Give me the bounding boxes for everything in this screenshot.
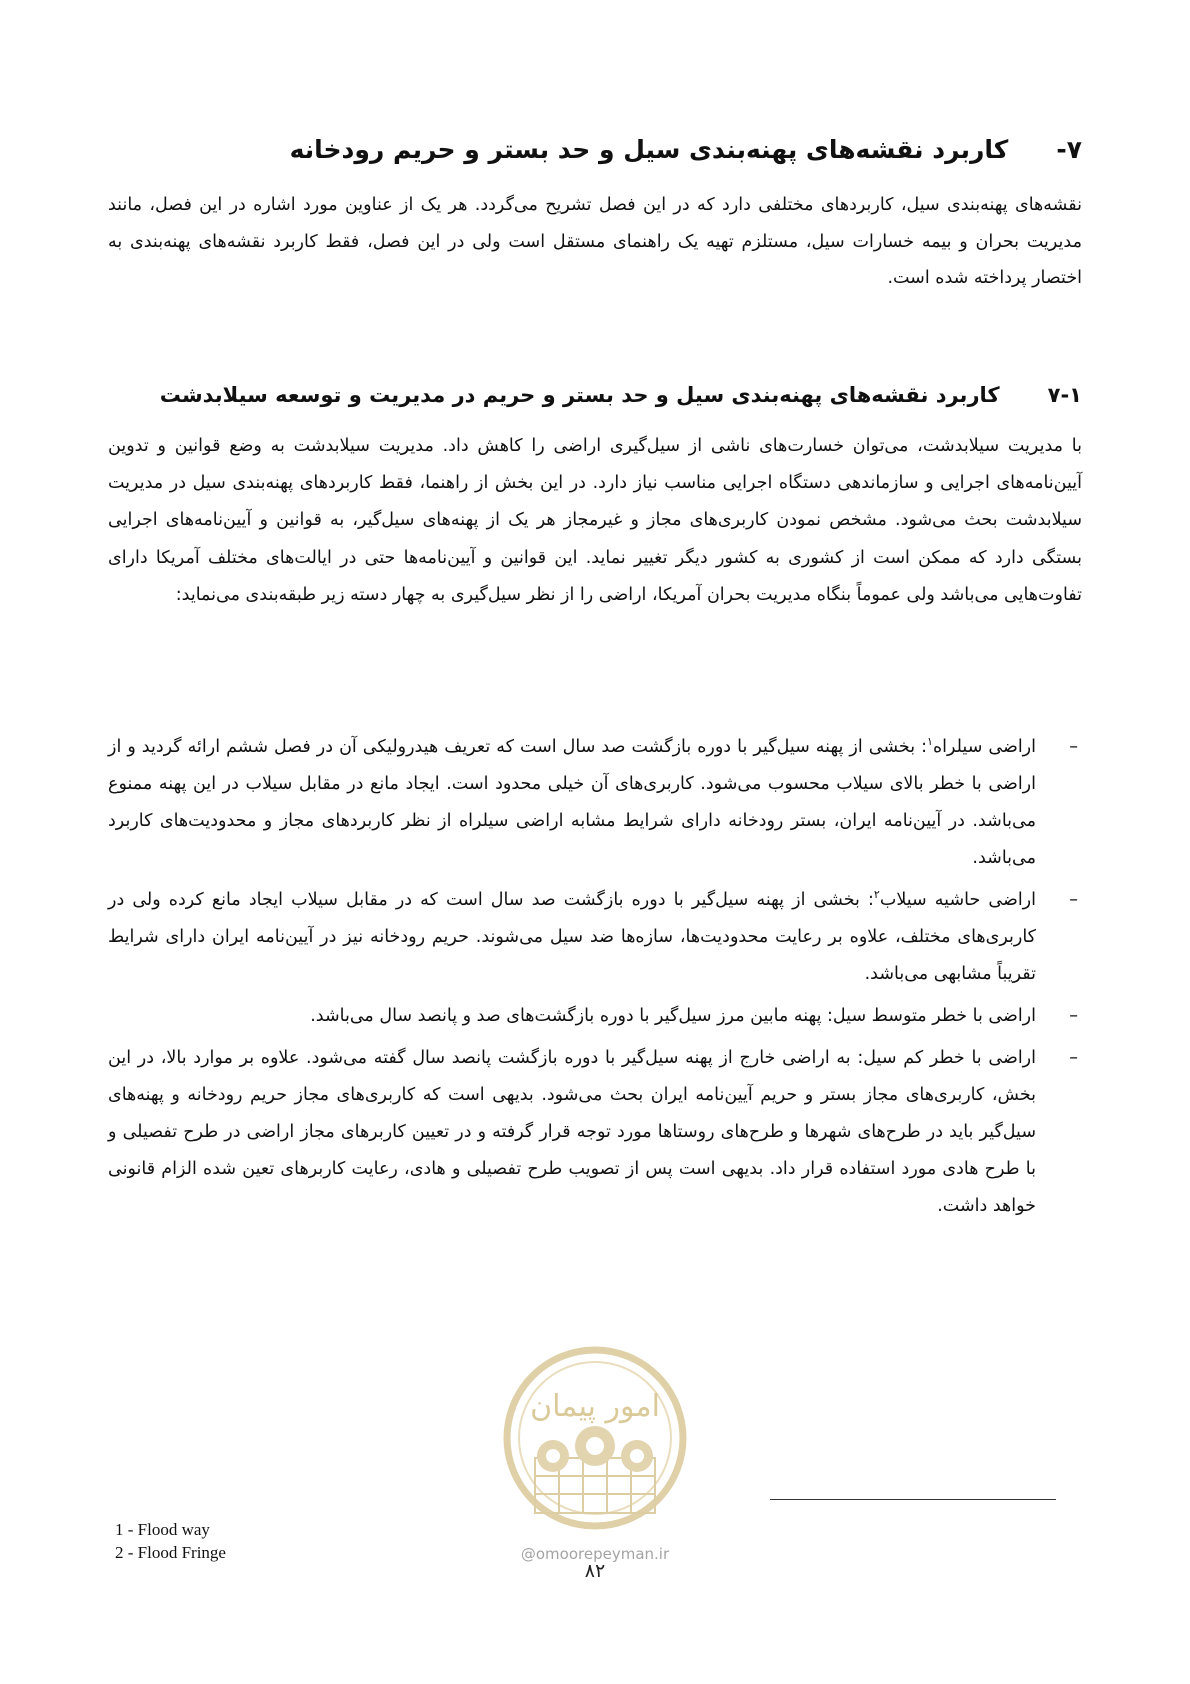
- list-item: [108, 729, 1082, 877]
- seal-icon: [495, 1338, 695, 1543]
- classification-list: [108, 729, 1082, 1230]
- footnote-ref: ۱: [927, 735, 933, 749]
- list-item: [108, 998, 1082, 1035]
- bullet-text: اراضی با خطر متوسط سیل: پهنه مابین مرز سیل‌گیر با دوره بازگشت‌های صد و پانصد سال می‌باشد.: [310, 1006, 1036, 1026]
- footnote-1: 1 - Flood way: [115, 1520, 210, 1539]
- footnote-divider: [770, 1499, 1056, 1500]
- subsection-title: کاربرد نقشه‌های پهنه‌بندی سیل و حد بستر و حریم در مدیریت و توسعه سیلابدشت: [159, 383, 1000, 407]
- watermark-url: @omoorepeyman.ir: [520, 1545, 670, 1563]
- watermark-logo-text: امور پیمان: [530, 1389, 660, 1424]
- bullet-lead: اراضی حاشیه سیلاب: [879, 890, 1036, 910]
- body-paragraph: با مدیریت سیلابدشت، می‌توان خسارت‌های ناشی از سیل‌گیری اراضی را کاهش داد. مدیریت سیلابدشت به وضع قوانین و تدوین آیین‌نامه‌های اجرایی و سازماندهی دستگاه اجرایی مناسب نیاز دارد. در این بخش از راهنما، فقط کاربردهای پهنه‌بندی سیل در مدیریت سیلابدشت بحث می‌شود. مشخص نمودن کاربری‌های مجاز و غیرمجاز هر یک از پهنه‌های سیل‌گیر، به قوانین و آیین‌نامه‌های اجرایی بستگی دارد که ممکن است از کشوری به کشور دیگر تغییر نماید. این قوانین و آیین‌نامه‌ها حتی در ایالت‌های مختلف آمریکا دارای تفاوت‌هایی می‌باشد ولی عموماً بنگاه مدیریت بحران آمریکا، اراضی را از نظر سیل‌گیری به چهار دسته زیر طبقه‌بندی می‌نماید:: [108, 436, 1082, 605]
- section-title: کاربرد نقشه‌های پهنه‌بندی سیل و حد بستر و حریم رودخانه: [289, 135, 1009, 164]
- intro-paragraph: نقشه‌های پهنه‌بندی سیل، کاربردهای مختلفی دارد که در این فصل تشریح می‌گردد. هر یک از عناوین مورد اشاره در این فصل، مانند مدیریت بحران و بیمه خسارات سیل، مستلزم تهیه یک راهنمای مستقل است ولی در این فصل، فقط کاربرد نقشه‌های پهنه‌بندی به اختصار پرداخته شده است.: [108, 195, 1082, 288]
- dash-marker: –: [1069, 737, 1078, 757]
- section-number: ۷-: [1056, 135, 1082, 164]
- list-item: [108, 1040, 1082, 1225]
- dash-marker: –: [1069, 1006, 1078, 1026]
- section-heading: [108, 132, 1082, 168]
- bullet-lead: اراضی سیلراه: [932, 737, 1036, 757]
- subsection-heading: [108, 378, 1082, 412]
- footnote-2: 2 - Flood Fringe: [115, 1543, 226, 1562]
- footnote-ref: ۲: [873, 888, 880, 902]
- footnotes: [115, 1518, 226, 1564]
- bullet-text: : بخشی از پهنه سیل‌گیر با دوره بازگشت صد سال است که در مقابل سیلاب ایجاد مانع کرده ولی در کاربری‌های مختلف، علاوه بر رعایت محدودیت‌ها، سازه‌ها ضد سیل می‌شوند. حریم رودخانه نیز در آیین‌نامه ایران دارای شرایط تقریباً مشابهی می‌باشد.: [108, 890, 1036, 984]
- page-number: ۸۲: [584, 1560, 606, 1582]
- list-item: [108, 882, 1082, 993]
- subsection-number: ۷-۱: [1047, 383, 1082, 407]
- bullet-text: : بخشی از پهنه سیل‌گیر با دوره بازگشت صد سال است که تعریف هیدرولیکی آن در فصل ششم ارائه گردید و از اراضی با خطر بالای سیلاب محسوب می‌شود. کاربری‌های آن خیلی محدود است. ایجاد مانع در مقابل سیلاب در این پهنه ممنوع می‌باشد. در آیین‌نامه ایران، بستر رودخانه دارای شرایط مشابه اراضی سیلراه از نظر کاربردهای مجاز و محدودیت‌های کاربرد می‌باشد.: [108, 737, 1036, 868]
- watermark-logo: [495, 1338, 695, 1568]
- bullet-text: اراضی با خطر کم سیل: به اراضی خارج از پهنه سیل‌گیر با دوره بازگشت پانصد سال گفته می‌شود. علاوه بر موارد بالا، در این بخش، کاربری‌های مجاز بستر و حریم آیین‌نامه ایران بحث می‌شود. بدیهی است که کاربری‌های مجاز حریم رودخانه و پهنه‌های سیل‌گیر باید در طرح‌های شهرها و طرح‌های روستاها مورد توجه قرار گرفته و در تعیین کاربرهای مجاز اراضی در طرح تفصیلی و با طرح هادی مورد استفاده قرار داد. بدیهی است پس از تصویب طرح تفصیلی و هادی، رعایت کاربرهای تعین شده الزام قانونی خواهد داشت.: [108, 1048, 1036, 1216]
- dash-marker: –: [1069, 1048, 1078, 1068]
- dash-marker: –: [1069, 890, 1078, 910]
